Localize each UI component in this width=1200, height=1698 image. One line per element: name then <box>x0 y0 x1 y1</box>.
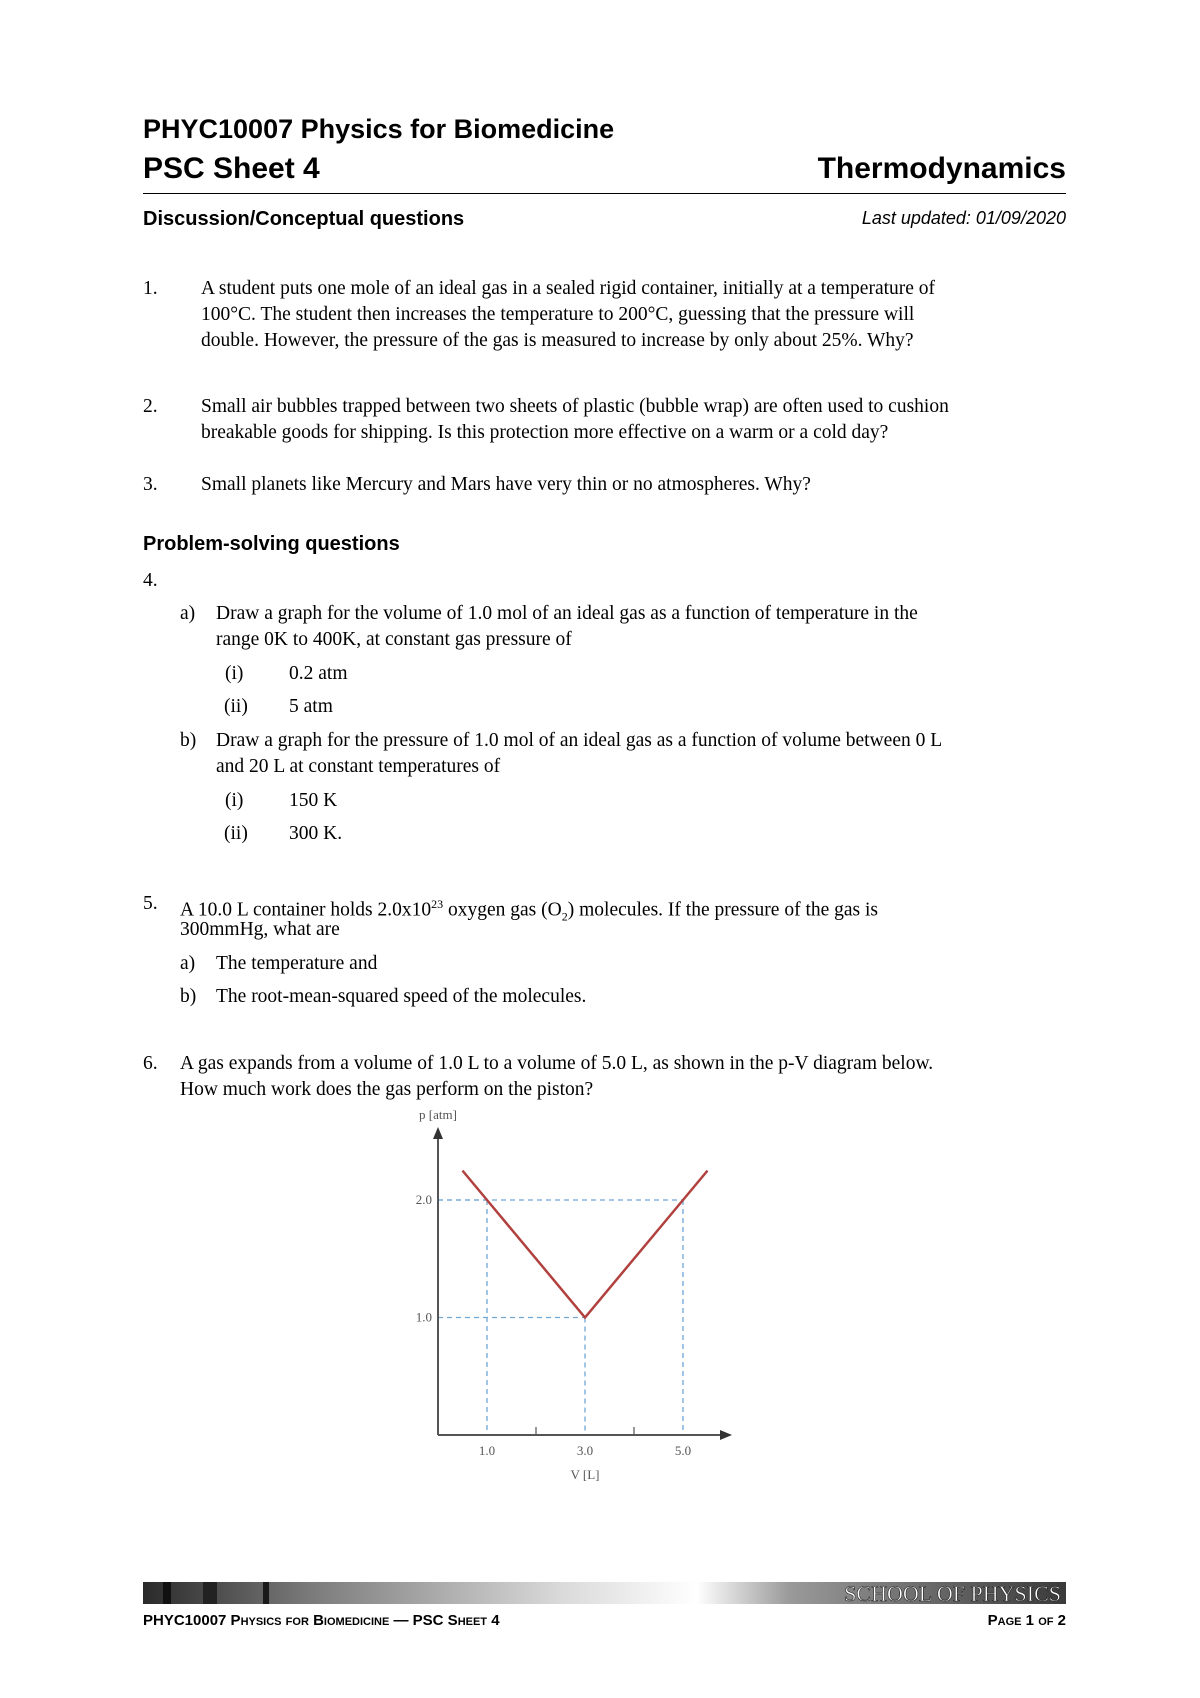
part-label: b) <box>180 986 197 1007</box>
x-tick-label: 3.0 <box>576 1443 594 1458</box>
y-axis-arrow <box>433 1127 443 1139</box>
x-axis-label: V [L] <box>570 1467 600 1482</box>
part-label: a) <box>180 603 196 624</box>
subpart-text: 300 K. <box>289 823 343 844</box>
x-tick-label: 1.0 <box>478 1443 496 1458</box>
subscript: 2 <box>561 909 568 924</box>
x-tick-label: 5.0 <box>674 1443 692 1458</box>
subpart-label: (i) <box>225 790 244 811</box>
question-text: double. However, the pressure of the gas is measured to increase by only about 25%. Why? <box>201 330 914 351</box>
part-text: and 20 L at constant temperatures of <box>216 756 501 777</box>
footer-page-number: Page 1 of 2 <box>987 1612 1066 1629</box>
question-text: Small planets like Mercury and Mars have very thin or no atmospheres. Why? <box>201 474 811 495</box>
y-tick-label: 2.0 <box>415 1192 432 1207</box>
part-text: range 0K to 400K, at constant gas pressure of <box>216 629 572 650</box>
part-label: b) <box>180 730 197 751</box>
sheet-title: PSC Sheet 4 <box>143 152 320 185</box>
question-number: 6. <box>143 1053 158 1074</box>
question-number: 4. <box>143 570 158 591</box>
subpart-label: (i) <box>225 663 244 684</box>
part-text: Draw a graph for the volume of 1.0 mol of an ideal gas as a function of temperature in the <box>216 603 918 624</box>
question-number: 3. <box>143 474 158 495</box>
x-axis-arrow <box>720 1430 732 1440</box>
subpart-label: (ii) <box>224 696 248 717</box>
part-text: Draw a graph for the pressure of 1.0 mol of an ideal gas as a function of volume between 0 L <box>216 730 943 751</box>
footer-banner <box>143 1582 1066 1604</box>
question-number: 1. <box>143 278 158 299</box>
y-axis-label: p [atm] <box>419 1107 457 1122</box>
question-text: A student puts one mole of an ideal gas in a sealed rigid container, initially at a temperature of <box>201 278 936 299</box>
question-text: 100°C. The student then increases the temperature to 200°C, guessing that the pressure will <box>201 304 915 325</box>
pv-process-line <box>463 1171 708 1318</box>
axis-ticks <box>416 1192 691 1458</box>
discussion-heading: Discussion/Conceptual questions <box>143 208 465 230</box>
subpart-text: 0.2 atm <box>289 663 348 684</box>
question-text: Small air bubbles trapped between two sheets of plastic (bubble wrap) are often used to cushion <box>201 396 949 417</box>
part-label: a) <box>180 953 196 974</box>
subpart-text: 5 atm <box>289 696 333 717</box>
subpart-label: (ii) <box>224 823 248 844</box>
exponent: 23 <box>431 897 444 911</box>
subpart-text: 150 K <box>289 790 338 811</box>
question-text: 300mmHg, what are <box>180 919 340 940</box>
question-text: How much work does the gas perform on the piston? <box>180 1079 594 1100</box>
topic-title: Thermodynamics <box>817 152 1066 185</box>
question-number: 2. <box>143 396 158 417</box>
problem-heading: Problem-solving questions <box>143 533 400 555</box>
part-text: The root-mean-squared speed of the molecules. <box>216 986 587 1007</box>
y-tick-label: 1.0 <box>415 1309 432 1325</box>
header-rule <box>143 193 1066 194</box>
course-title: PHYC10007 Physics for Biomedicine <box>143 114 615 144</box>
pv-diagram <box>415 1105 820 1485</box>
question-text: A gas expands from a volume of 1.0 L to a volume of 5.0 L, as shown in the p-V diagram below. <box>180 1053 934 1074</box>
footer-course: PHYC10007 Physics for Biomedicine — PSC Sheet 4 <box>143 1612 500 1629</box>
question-text: A 10.0 L container holds $2.0x10^{23}$ oxygen gas $(O_2)$ molecules. If the pressure of the gas is <box>180 897 879 924</box>
school-logo-text: SCHOOL OF PHYSICS <box>844 1581 1061 1606</box>
question-text: breakable goods for shipping. Is this protection more effective on a warm or a cold day? <box>201 422 889 443</box>
guide-lines <box>438 1200 683 1435</box>
part-text: The temperature and <box>216 953 378 974</box>
question-number: 5. <box>143 893 158 914</box>
last-updated: Last updated: 01/09/2020 <box>861 208 1066 228</box>
